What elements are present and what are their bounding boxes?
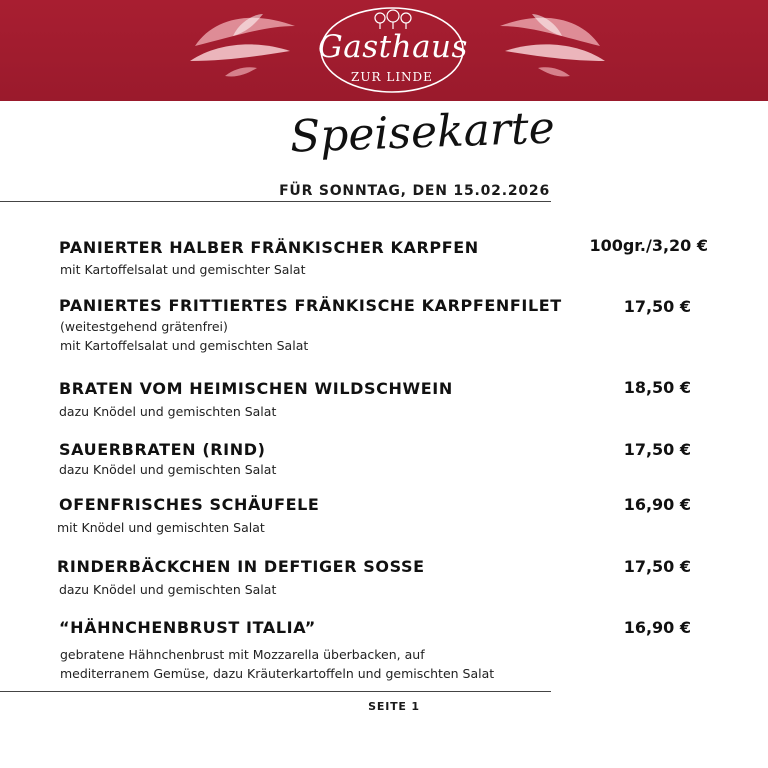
bottom-divider bbox=[0, 691, 551, 692]
menu-item-desc: mit Knödel und gemischten Salat bbox=[57, 520, 265, 535]
menu-item-name: BRATEN VOM HEIMISCHEN WILDSCHWEIN bbox=[59, 379, 453, 398]
leaf-ornament-left-icon bbox=[185, 6, 300, 86]
menu-item-desc: mit Kartoffelsalat und gemischten Salat bbox=[60, 338, 309, 353]
menu-item-price: 17,50 € bbox=[623, 557, 691, 576]
menu-item-name: OFENFRISCHES SCHÄUFELE bbox=[59, 495, 320, 514]
menu-item-name: PANIERTER HALBER FRÄNKISCHER KARPFEN bbox=[59, 238, 479, 257]
menu-item-desc: dazu Knödel und gemischten Salat bbox=[59, 582, 277, 597]
logo bbox=[318, 5, 466, 95]
menu-item-desc: mit Kartoffelsalat und gemischter Salat bbox=[60, 262, 306, 277]
menu-item-name: “HÄHNCHENBRUST ITALIA” bbox=[59, 618, 316, 637]
header-banner bbox=[0, 0, 768, 101]
page-number: SEITE 1 bbox=[368, 700, 420, 713]
menu-item-price: 100gr./3,20 € bbox=[589, 236, 708, 255]
menu-item-name: RINDERBÄCKCHEN IN DEFTIGER SOSSE bbox=[57, 557, 425, 576]
menu-item-price: 17,50 € bbox=[623, 297, 691, 316]
menu-item-price: 16,90 € bbox=[623, 618, 691, 637]
menu-title: Speisekarte bbox=[289, 102, 556, 163]
menu-item-desc: dazu Knödel und gemischten Salat bbox=[59, 462, 277, 477]
menu-item-desc: (weitestgehend grätenfrei) bbox=[60, 319, 228, 334]
logo-subtitle: ZUR LINDE bbox=[351, 70, 433, 84]
menu-date: FÜR SONNTAG, DEN 15.02.2026 bbox=[279, 183, 550, 199]
menu-item-price: 16,90 € bbox=[623, 495, 691, 514]
menu-item-name: PANIERTES FRITTIERTES FRÄNKISCHE KARPFENFILET bbox=[59, 296, 562, 315]
menu-item-price: 18,50 € bbox=[623, 378, 691, 397]
top-divider bbox=[0, 201, 551, 202]
leaf-ornament-right-icon bbox=[495, 6, 610, 86]
menu-item-desc: mediterranem Gemüse, dazu Kräuterkartoffeln und gemischten Salat bbox=[60, 666, 495, 681]
menu-item-price: 17,50 € bbox=[623, 440, 691, 459]
menu-item-desc: gebratene Hähnchenbrust mit Mozzarella überbacken, auf bbox=[60, 647, 425, 662]
menu-item-desc: dazu Knödel und gemischten Salat bbox=[59, 404, 277, 419]
menu-item-name: SAUERBRATEN (RIND) bbox=[59, 440, 266, 459]
logo-title: Gasthaus bbox=[318, 29, 468, 65]
